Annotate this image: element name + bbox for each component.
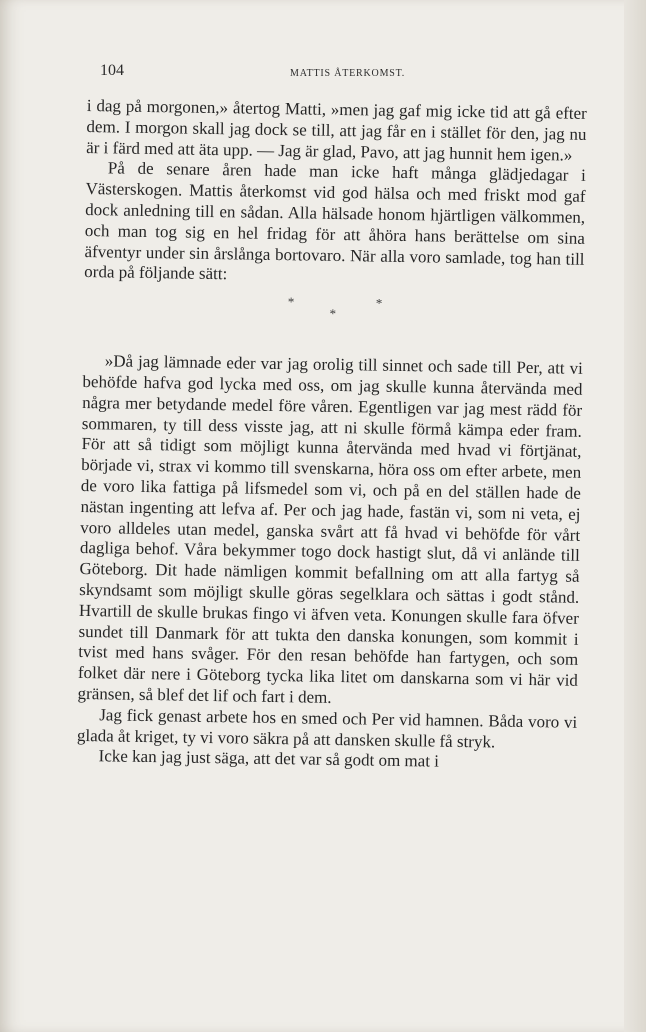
section-star: * — [329, 306, 337, 322]
paragraph-continuation: i dag på morgonen,» återtog Matti, »men jag gaf mig icke tid att gå efter dem. I morgon skall jag dock se till, att jag får en i stället för den, jag nu är i färd med att äta upp. — Jag är glad, Pavo, att jag hunnit hem igen.» — [86, 96, 587, 165]
page-edge — [624, 0, 646, 1032]
paragraph: Jag fick genast arbete hos en smed och Per vid hamnen. Båda voro vi glada åt kriget, ty vi voro säkra på att dansken skulle få stryk. — [76, 704, 578, 752]
section-star: * — [375, 295, 383, 311]
page-header — [100, 62, 570, 86]
paragraph: Icke kan jag just säga, att det var så godt om mat i — [98, 746, 440, 771]
running-title: MATTIS ÅTERKOMST. — [290, 68, 406, 79]
paragraph: På de senare åren hade man icke haft många glädjedagar i Västerskogen. Mattis återkomst vid god hälsa och med friskt mod gaf dock anledning till en sådan. Alla hälsade honom hjärtligen välkommen, och man tog sig en hel fridag för att åhöra hans berättelse om sina äfventyr under sin årslånga bortovaro. När alla voro samlade, tog han till orda på följande sätt: — [84, 158, 586, 284]
body-text — [76, 96, 586, 775]
page-number: 104 — [100, 62, 124, 79]
section-star: * — [287, 294, 295, 310]
section-break — [83, 283, 584, 359]
paragraph: »Då jag lämnade eder var jag orolig till sinnet och sade till Per, att vi behöfde hafva god lycka med oss, om jag skulle kunna återvända med några mer betydande medel före våren. Egentligen var jag mest rädd för sommaren, ty till dess visste jag, att ni skulle förmå kämpa eder fram. För att så tidigt som möjligt kunna återvända med hvad vi förtjänat, började vi, strax vi kommo till svenskarna, höra oss om efter arbete, men de voro lika fattiga på lifsmedel som vi, och på en del ställen hade de nästan ingenting att lefva af. Per och jag hade, fastän vi, som ni veta, ej voro alldeles utan medel, ganska svårt att få hvad vi behöfde för vårt dagliga behof. Våra bekymmer togo dock hastigt slut, då vi anlände till Göteborg. Dit hade nämligen kommit befallning om att alla fartyg så skyndsamt som möjligt skulle göras segelklara och sättas i godt stånd. Hvartill de skulle brukas fingo vi äfven veta. Konungen skulle fara öfver sundet till Danmark för att tukta den danska konungen, som kommit i tvist med hans svåger. För den resan behöfde han fartygen, och som folket där nere i Göteborg tycka lika litet om danskarna som vi här vid gränsen, så blef det lif och fart i dem. — [77, 351, 583, 707]
